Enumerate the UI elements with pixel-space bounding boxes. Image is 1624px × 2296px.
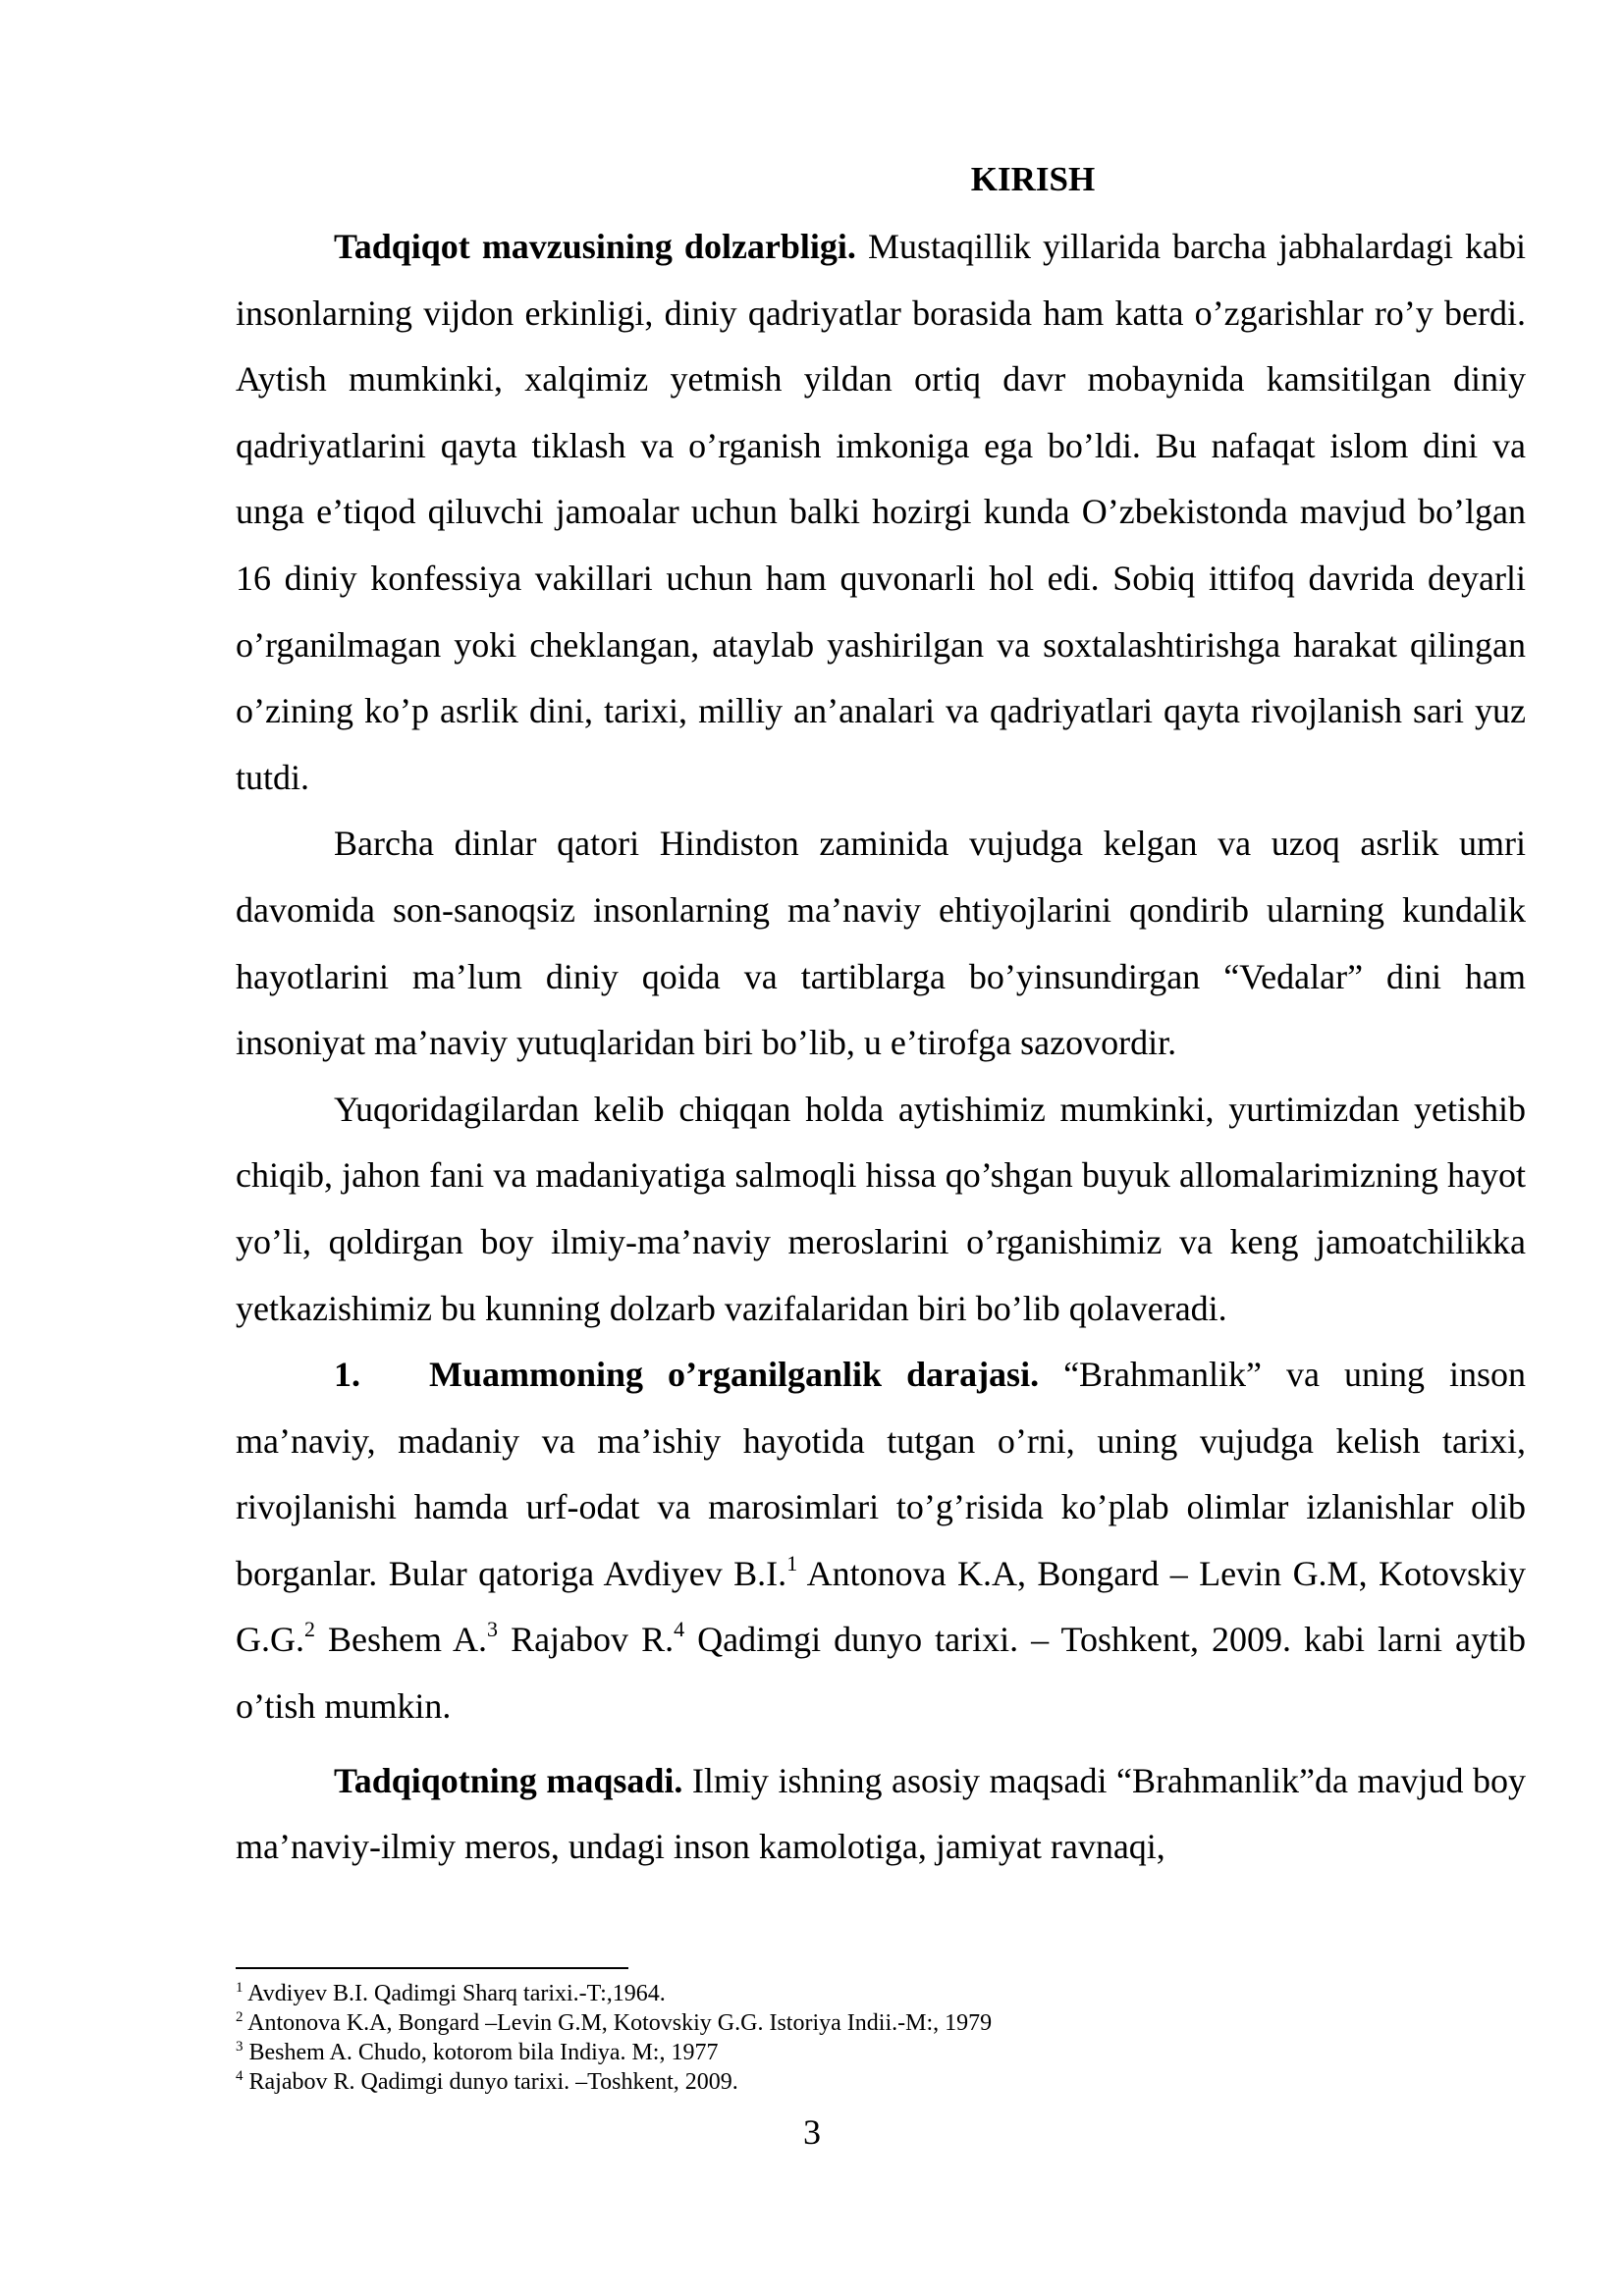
footnote-ref-3[interactable]: 3 <box>487 1617 499 1642</box>
paragraph-study-level <box>236 1342 1526 1740</box>
study-level-text-a: “Brahmanlik” va uning inson ma’naviy, madaniy va ma’ishiy hayotida tutgan o’rni, uning vujudga kelish tarixi, rivojlanishi hamda urf-odat va marosimlari to’g’risida ko’plab olimlar izlanishlar olib borganlar. Bular qatoriga Avdiyev B.I. <box>236 1355 1527 1593</box>
study-level-text-c: Beshem A. <box>315 1620 488 1660</box>
footnotes <box>236 1979 1526 2097</box>
footnote-mark: 3 <box>236 2039 244 2055</box>
footnote-item <box>236 2008 1526 2038</box>
paragraph-relevance <box>236 214 1526 811</box>
paragraph-scholars: Yuqoridagilardan kelib chiqqan holda aytishimiz mumkinki, yurtimizdan yetishib chiqib, jahon fani va madaniyatiga salmoqli hissa qo’shgan buyuk allomalarimizning hayot yo’li, qoldirgan boy ilmiy-ma’naviy meroslarini o’rganishimiz va keng jamoatchilikka yetkazishimiz bu kunning dolzarb vazifalaridan biri bo’lib qolaveradi. <box>236 1089 1526 1328</box>
footnote-ref-4[interactable]: 4 <box>674 1617 685 1642</box>
page-number: 3 <box>803 2112 821 2152</box>
footnote-text: Avdiyev B.I. Qadimgi Sharq tarixi.-T:,1964. <box>243 1981 666 2006</box>
relevance-heading: Tadqiqot mavzusining dolzarbligi. <box>334 227 856 266</box>
footnote-item <box>236 1979 1526 2008</box>
study-level-text-d: Rajabov R. <box>498 1620 675 1660</box>
footnote-item <box>236 2067 1526 2097</box>
footnote-text: Antonova K.A, Bongard –Levin G.M, Kotovskiy G.G. Istoriya Indii.-M:, 1979 <box>243 2010 993 2036</box>
footnote-ref-1[interactable]: 1 <box>786 1550 798 1575</box>
study-level-text-e: Qadimgi dunyo tarixi. – Toshkent, 2009. kabi larni aytib o’tish mumkin. <box>236 1620 1526 1727</box>
study-level-heading: Muammoning o’rganilganlik darajasi. <box>429 1355 1040 1395</box>
paragraph-vedas: Barcha dinlar qatori Hindiston zaminida vujudga kelgan va uzoq asrlik umri davomida son-sanoqsiz insonlarning ma’naviy ehtiyojlarini qondirib ularning kundalik hayotlarini ma’lum diniy qoida va tartiblarga bo’yinsundirgan “Vedalar” dini ham insoniyat ma’naviy yutuqlaridan biri bo’lib, u e’tirofga sazovordir. <box>236 824 1526 1063</box>
relevance-text: Mustaqillik yillarida barcha jabhalardagi kabi insonlarning vijdon erkinligi, diniy qadriyatlar borasida ham katta o’zgarishlar ro’y berdi. Aytish mumkinki, xalqimiz yetmish yildan ortiq davr mobaynida kamsitilgan diniy qadriyatlarini qayta tiklash va o’rganish imkoniga ega bo’ldi. Bu nafaqat islom dini va unga e’tiqod qiluvchi jamoalar uchun balki hozirgi kunda O’zbekistonda mavjud bo’lgan 16 diniy konfessiya vakillari uchun ham quvonarli hol edi. Sobiq ittifoq davrida deyarli o’rganilmagan yoki cheklangan, ataylab yashirilgan va soxtalashtirishga harakat qilingan o’zining ko’p asrlik dini, tarixi, milliy an’analari va qadriyatlari qayta rivojlanish sari yuz tutdi. <box>236 227 1526 797</box>
footnote-ref-2[interactable]: 2 <box>304 1617 315 1642</box>
goal-text: Ilmiy ishning asosiy maqsadi “Brahmanlik”da mavjud boy ma’naviy-ilmiy meros, undagi inson kamolotiga, jamiyat ravnaqi, <box>236 1760 1526 1867</box>
footnote-text: Rajabov R. Qadimgi dunyo tarixi. –Toshkent, 2009. <box>243 2069 738 2095</box>
footnote-mark: 2 <box>236 2009 244 2025</box>
paragraph-goal <box>236 1748 1526 1881</box>
footnote-mark: 1 <box>236 1980 244 1996</box>
main-text <box>236 147 1526 1881</box>
footnote-item <box>236 2038 1526 2067</box>
page-title: KIRISH <box>970 160 1096 198</box>
study-level-text-b: Antonova K.A, Bongard – Levin G.M, Kotovskiy G.G. <box>236 1553 1526 1660</box>
paragraph-gap <box>236 1740 1526 1748</box>
footnote-text: Beshem A. Chudo, kotorom bila Indiya. M:, 1977 <box>243 2040 719 2065</box>
footnote-mark: 4 <box>236 2068 244 2084</box>
footnote-divider <box>236 1967 628 1969</box>
section-number: 1. <box>334 1355 360 1395</box>
goal-heading: Tadqiqotning maqsadi. <box>334 1760 683 1800</box>
